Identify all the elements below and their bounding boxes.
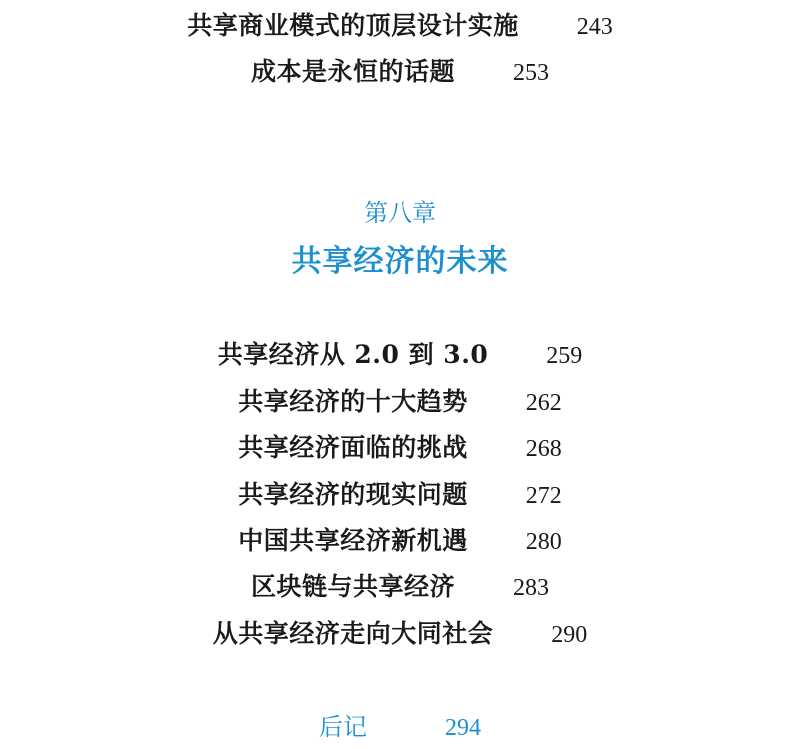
afterword-entry [0,711,800,744]
afterword-title: 后记 [319,713,367,741]
toc-entry-title: 共享经济从 2.0 到 3.0 [217,340,489,369]
toc-entry-title: 成本是永恒的话题 [250,57,455,86]
toc-entry-title: 区块链与共享经济 [250,572,455,601]
toc-entry-page: 262 [525,390,562,416]
toc-entry-title: 共享经济的十大趋势 [238,387,468,416]
toc-entry-page: 243 [576,14,613,40]
afterword-page: 294 [445,715,481,741]
toc-entry [0,525,800,558]
chapter-title: 共享经济的未来 [291,244,509,279]
toc-entry [0,10,800,43]
toc-entry-title: 从共享经济走向大同社会 [212,619,494,648]
toc-entry [0,571,800,604]
toc-entry-page: 259 [546,343,583,369]
chapter-label: 第八章 [364,199,436,227]
toc-entry-page: 272 [525,483,562,509]
toc-entry-page: 280 [525,529,562,555]
toc-entry-page: 268 [525,436,562,462]
toc-entry-title: 共享商业模式的顶层设计实施 [187,11,519,40]
toc-entry-title: 共享经济面临的挑战 [238,433,468,462]
toc-entry-title: 中国共享经济新机遇 [238,526,468,555]
toc-entry-title: 共享经济的现实问题 [238,480,468,509]
toc-entry [0,56,800,89]
toc-entry [0,339,800,372]
toc-entry [0,386,800,419]
toc-entry [0,479,800,512]
toc-entry [0,618,800,651]
toc-entry-page: 253 [513,60,549,86]
toc-entry [0,432,800,465]
toc-entry-page: 283 [513,575,549,601]
toc-entry-page: 290 [551,622,588,648]
